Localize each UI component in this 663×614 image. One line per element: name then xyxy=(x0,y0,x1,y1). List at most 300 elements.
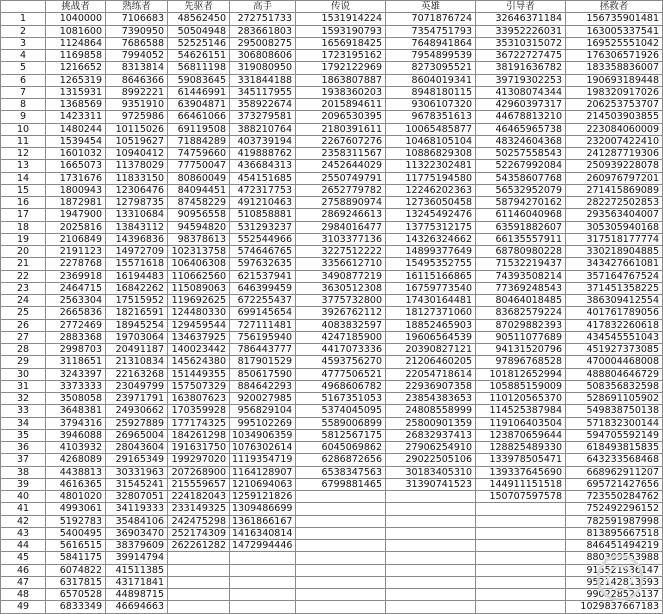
table-cell[interactable]: 1423311 xyxy=(46,111,106,123)
table-cell[interactable] xyxy=(296,564,386,576)
table-cell[interactable]: 271415869089 xyxy=(566,184,663,196)
table-cell[interactable]: 2998703 xyxy=(46,344,106,356)
table-cell[interactable]: 345117955 xyxy=(230,86,296,98)
row-number-cell[interactable]: 2 xyxy=(1,25,46,37)
table-cell[interactable]: 133978505471 xyxy=(476,454,566,466)
table-cell[interactable]: 94594820 xyxy=(168,221,230,233)
table-cell[interactable]: 4247185900 xyxy=(296,331,386,343)
table-cell[interactable] xyxy=(230,576,296,588)
row-number-cell[interactable]: 22 xyxy=(1,270,46,282)
table-cell[interactable]: 11833150 xyxy=(106,172,168,184)
table-cell[interactable] xyxy=(296,515,386,527)
table-cell[interactable] xyxy=(296,527,386,539)
table-cell[interactable]: 4417073336 xyxy=(296,344,386,356)
table-cell[interactable]: 7954899539 xyxy=(386,50,476,62)
table-cell[interactable]: 884642293 xyxy=(230,380,296,392)
row-number-cell[interactable]: 14 xyxy=(1,172,46,184)
table-cell[interactable]: 10065485877 xyxy=(386,123,476,135)
row-number-cell[interactable]: 40 xyxy=(1,491,46,503)
table-cell[interactable]: 508356832598 xyxy=(566,380,663,392)
table-cell[interactable] xyxy=(476,552,566,564)
table-cell[interactable]: 123870659644 xyxy=(476,429,566,441)
table-cell[interactable]: 84094451 xyxy=(168,184,230,196)
table-cell[interactable]: 38379609 xyxy=(106,540,168,552)
table-cell[interactable]: 52267992084 xyxy=(476,160,566,172)
table-cell[interactable]: 16759773540 xyxy=(386,282,476,294)
table-cell[interactable]: 2278768 xyxy=(46,258,106,270)
table-cell[interactable]: 5616515 xyxy=(46,540,106,552)
table-cell[interactable]: 71532219437 xyxy=(476,258,566,270)
row-number-cell[interactable]: 34 xyxy=(1,417,46,429)
table-cell[interactable]: 6570528 xyxy=(46,589,106,601)
table-cell[interactable]: 2358311567 xyxy=(296,148,386,160)
table-cell[interactable]: 176306571926 xyxy=(566,50,663,62)
table-cell[interactable]: 3926762112 xyxy=(296,307,386,319)
table-cell[interactable]: 3630512308 xyxy=(296,282,386,294)
table-cell[interactable]: 1480244 xyxy=(46,123,106,135)
table-cell[interactable]: 2665836 xyxy=(46,307,106,319)
row-number-cell[interactable]: 24 xyxy=(1,295,46,307)
table-cell[interactable]: 472317753 xyxy=(230,184,296,196)
table-cell[interactable]: 44898715 xyxy=(106,589,168,601)
table-cell[interactable]: 139337645690 xyxy=(476,466,566,478)
table-cell[interactable]: 150707597578 xyxy=(476,491,566,503)
table-cell[interactable]: 1416340814 xyxy=(230,527,296,539)
table-cell[interactable] xyxy=(476,515,566,527)
table-cell[interactable]: 643233568468 xyxy=(566,454,663,466)
table-cell[interactable]: 3118651 xyxy=(46,356,106,368)
table-cell[interactable]: 1164128907 xyxy=(230,466,296,478)
table-cell[interactable]: 330218904885 xyxy=(566,246,663,258)
row-number-cell[interactable]: 37 xyxy=(1,454,46,466)
table-cell[interactable]: 177174325 xyxy=(168,417,230,429)
table-cell[interactable]: 16842262 xyxy=(106,282,168,294)
table-cell[interactable]: 1593190793 xyxy=(296,25,386,37)
table-cell[interactable]: 157507329 xyxy=(168,380,230,392)
table-cell[interactable]: 6286872656 xyxy=(296,454,386,466)
table-cell[interactable]: 2369918 xyxy=(46,270,106,282)
table-cell[interactable]: 48324604368 xyxy=(476,135,566,147)
row-number-cell[interactable]: 26 xyxy=(1,319,46,331)
table-cell[interactable] xyxy=(386,540,476,552)
table-cell[interactable] xyxy=(168,589,230,601)
table-cell[interactable] xyxy=(476,503,566,515)
row-number-cell[interactable]: 13 xyxy=(1,160,46,172)
row-number-cell[interactable]: 5 xyxy=(1,62,46,74)
table-cell[interactable]: 12246202363 xyxy=(386,184,476,196)
table-cell[interactable]: 156735901481 xyxy=(566,13,663,25)
table-cell[interactable]: 24808558999 xyxy=(386,405,476,417)
table-cell[interactable]: 163807623 xyxy=(168,393,230,405)
table-cell[interactable] xyxy=(230,564,296,576)
table-cell[interactable]: 956829104 xyxy=(230,405,296,417)
table-cell[interactable]: 4083832597 xyxy=(296,319,386,331)
table-cell[interactable]: 14326324662 xyxy=(386,233,476,245)
table-cell[interactable]: 21310834 xyxy=(106,356,168,368)
table-cell[interactable]: 319080950 xyxy=(230,62,296,74)
table-cell[interactable]: 1040000 xyxy=(46,13,106,25)
table-cell[interactable]: 4593756270 xyxy=(296,356,386,368)
table-cell[interactable]: 3794316 xyxy=(46,417,106,429)
table-cell[interactable]: 2106849 xyxy=(46,233,106,245)
table-cell[interactable]: 2652779782 xyxy=(296,184,386,196)
table-cell[interactable]: 128825489330 xyxy=(476,442,566,454)
table-cell[interactable]: 87029882393 xyxy=(476,319,566,331)
table-cell[interactable]: 6833349 xyxy=(46,601,106,613)
table-cell[interactable]: 621537941 xyxy=(230,270,296,282)
header-cell-savior[interactable]: 拯救者 xyxy=(566,1,663,13)
table-cell[interactable]: 283661803 xyxy=(230,25,296,37)
row-number-cell[interactable]: 28 xyxy=(1,344,46,356)
table-cell[interactable]: 163005337541 xyxy=(566,25,663,37)
table-cell[interactable]: 183358836007 xyxy=(566,62,663,74)
table-cell[interactable]: 2758890974 xyxy=(296,197,386,209)
table-cell[interactable]: 1081600 xyxy=(46,25,106,37)
table-cell[interactable]: 1792122969 xyxy=(296,62,386,74)
table-cell[interactable]: 22936907358 xyxy=(386,380,476,392)
table-cell[interactable]: 8313814 xyxy=(106,62,168,74)
row-number-cell[interactable]: 27 xyxy=(1,331,46,343)
table-cell[interactable]: 293563404007 xyxy=(566,209,663,221)
table-cell[interactable]: 38191636782 xyxy=(476,62,566,74)
table-cell[interactable]: 35484106 xyxy=(106,515,168,527)
table-cell[interactable]: 43171841 xyxy=(106,576,168,588)
table-cell[interactable]: 371451358225 xyxy=(566,282,663,294)
table-cell[interactable]: 31390741523 xyxy=(386,478,476,490)
table-cell[interactable]: 1076302614 xyxy=(230,442,296,454)
table-cell[interactable]: 15495352755 xyxy=(386,258,476,270)
table-cell[interactable]: 170359928 xyxy=(168,405,230,417)
table-cell[interactable]: 2563304 xyxy=(46,295,106,307)
table-cell[interactable]: 1872981 xyxy=(46,197,106,209)
table-cell[interactable]: 69119508 xyxy=(168,123,230,135)
table-cell[interactable]: 1315931 xyxy=(46,86,106,98)
table-cell[interactable]: 5589006899 xyxy=(296,417,386,429)
table-cell[interactable]: 373279581 xyxy=(230,111,296,123)
table-cell[interactable]: 1309486699 xyxy=(230,503,296,515)
table-cell[interactable]: 3356612710 xyxy=(296,258,386,270)
row-number-cell[interactable]: 3 xyxy=(1,37,46,49)
table-cell[interactable]: 74759660 xyxy=(168,148,230,160)
table-cell[interactable]: 11775194580 xyxy=(386,172,476,184)
table-cell[interactable]: 990228526137 xyxy=(566,589,663,601)
table-cell[interactable]: 23854383653 xyxy=(386,393,476,405)
table-cell[interactable] xyxy=(230,552,296,564)
table-cell[interactable]: 28043604 xyxy=(106,442,168,454)
table-cell[interactable]: 9351910 xyxy=(106,99,168,111)
table-cell[interactable]: 419888762 xyxy=(230,148,296,160)
table-cell[interactable]: 1863807887 xyxy=(296,74,386,86)
table-cell[interactable]: 1124864 xyxy=(46,37,106,49)
table-cell[interactable]: 29022505106 xyxy=(386,454,476,466)
table-cell[interactable]: 36903470 xyxy=(106,527,168,539)
table-cell[interactable]: 14899377649 xyxy=(386,246,476,258)
table-cell[interactable]: 8273095521 xyxy=(386,62,476,74)
table-cell[interactable]: 5167351053 xyxy=(296,393,386,405)
table-cell[interactable]: 8992221 xyxy=(106,86,168,98)
table-cell[interactable]: 20491187 xyxy=(106,344,168,356)
table-cell[interactable]: 83682579224 xyxy=(476,307,566,319)
table-cell[interactable]: 756195940 xyxy=(230,331,296,343)
row-number-cell[interactable]: 21 xyxy=(1,258,46,270)
table-cell[interactable]: 3227512222 xyxy=(296,246,386,258)
table-cell[interactable]: 124480330 xyxy=(168,307,230,319)
table-cell[interactable]: 3648381 xyxy=(46,405,106,417)
table-cell[interactable]: 34119333 xyxy=(106,503,168,515)
row-number-cell[interactable]: 38 xyxy=(1,466,46,478)
table-cell[interactable]: 3946088 xyxy=(46,429,106,441)
table-cell[interactable]: 10468105104 xyxy=(386,135,476,147)
table-cell[interactable]: 14972709 xyxy=(106,246,168,258)
table-cell[interactable] xyxy=(386,589,476,601)
table-cell[interactable]: 2191123 xyxy=(46,246,106,258)
table-cell[interactable]: 343427661081 xyxy=(566,258,663,270)
table-cell[interactable]: 207268900 xyxy=(168,466,230,478)
table-cell[interactable]: 3490877219 xyxy=(296,270,386,282)
table-cell[interactable]: 46465965738 xyxy=(476,123,566,135)
row-number-cell[interactable]: 48 xyxy=(1,589,46,601)
table-cell[interactable]: 786443777 xyxy=(230,344,296,356)
row-number-cell[interactable]: 30 xyxy=(1,368,46,380)
table-cell[interactable]: 752492296152 xyxy=(566,503,663,515)
table-cell[interactable]: 252174309 xyxy=(168,527,230,539)
row-number-cell[interactable]: 29 xyxy=(1,356,46,368)
table-cell[interactable]: 105885159009 xyxy=(476,380,566,392)
table-cell[interactable]: 23971791 xyxy=(106,393,168,405)
table-cell[interactable]: 27906254910 xyxy=(386,442,476,454)
table-cell[interactable] xyxy=(386,503,476,515)
table-cell[interactable] xyxy=(476,540,566,552)
table-cell[interactable]: 151449355 xyxy=(168,368,230,380)
row-number-cell[interactable]: 4 xyxy=(1,50,46,62)
table-cell[interactable]: 22163268 xyxy=(106,368,168,380)
table-cell[interactable]: 1029837667183 xyxy=(566,601,663,613)
table-cell[interactable]: 7648941864 xyxy=(386,37,476,49)
table-cell[interactable]: 54626151 xyxy=(168,50,230,62)
table-cell[interactable]: 6045069862 xyxy=(296,442,386,454)
table-cell[interactable] xyxy=(476,576,566,588)
table-cell[interactable]: 10519627 xyxy=(106,135,168,147)
table-cell[interactable]: 1656918425 xyxy=(296,37,386,49)
table-cell[interactable]: 531293237 xyxy=(230,221,296,233)
table-cell[interactable]: 915521936147 xyxy=(566,564,663,576)
table-cell[interactable]: 87458229 xyxy=(168,197,230,209)
table-cell[interactable]: 18945254 xyxy=(106,319,168,331)
table-cell[interactable]: 232007422410 xyxy=(566,135,663,147)
row-number-cell[interactable]: 18 xyxy=(1,221,46,233)
table-cell[interactable]: 119106403504 xyxy=(476,417,566,429)
table-cell[interactable]: 2452644029 xyxy=(296,160,386,172)
table-cell[interactable]: 25927889 xyxy=(106,417,168,429)
table-cell[interactable]: 1119354719 xyxy=(230,454,296,466)
table-cell[interactable]: 71884289 xyxy=(168,135,230,147)
table-cell[interactable]: 59083645 xyxy=(168,74,230,86)
table-cell[interactable]: 2772469 xyxy=(46,319,106,331)
table-cell[interactable]: 134637925 xyxy=(168,331,230,343)
table-cell[interactable]: 98378613 xyxy=(168,233,230,245)
table-cell[interactable]: 12306476 xyxy=(106,184,168,196)
table-cell[interactable]: 4777506521 xyxy=(296,368,386,380)
table-cell[interactable]: 594705592149 xyxy=(566,429,663,441)
table-cell[interactable]: 50504948 xyxy=(168,25,230,37)
table-cell[interactable]: 77750047 xyxy=(168,160,230,172)
row-number-cell[interactable]: 35 xyxy=(1,429,46,441)
table-cell[interactable]: 25800901359 xyxy=(386,417,476,429)
table-cell[interactable]: 13843112 xyxy=(106,221,168,233)
row-number-cell[interactable]: 9 xyxy=(1,111,46,123)
table-cell[interactable]: 451927373085 xyxy=(566,344,663,356)
table-cell[interactable]: 7354751793 xyxy=(386,25,476,37)
table-cell[interactable]: 1259121826 xyxy=(230,491,296,503)
table-cell[interactable]: 80464018485 xyxy=(476,295,566,307)
row-number-cell[interactable]: 1 xyxy=(1,13,46,25)
table-cell[interactable] xyxy=(296,589,386,601)
table-cell[interactable]: 1361866167 xyxy=(230,515,296,527)
table-cell[interactable]: 20390827121 xyxy=(386,344,476,356)
table-cell[interactable]: 224182043 xyxy=(168,491,230,503)
table-cell[interactable]: 552544966 xyxy=(230,233,296,245)
table-cell[interactable]: 2984016477 xyxy=(296,221,386,233)
table-cell[interactable]: 8646366 xyxy=(106,74,168,86)
table-cell[interactable]: 61146040968 xyxy=(476,209,566,221)
table-cell[interactable]: 5192783 xyxy=(46,515,106,527)
table-cell[interactable]: 214503903855 xyxy=(566,111,663,123)
table-cell[interactable]: 94131520796 xyxy=(476,344,566,356)
table-cell[interactable]: 2869246613 xyxy=(296,209,386,221)
table-cell[interactable]: 61446991 xyxy=(168,86,230,98)
table-cell[interactable]: 184261298 xyxy=(168,429,230,441)
table-cell[interactable]: 102313758 xyxy=(168,246,230,258)
table-cell[interactable]: 7106683 xyxy=(106,13,168,25)
table-cell[interactable] xyxy=(296,540,386,552)
table-cell[interactable]: 22054718614 xyxy=(386,368,476,380)
table-cell[interactable]: 250939228078 xyxy=(566,160,663,172)
table-cell[interactable]: 63591882607 xyxy=(476,221,566,233)
table-cell[interactable]: 388210764 xyxy=(230,123,296,135)
table-cell[interactable]: 528691105902 xyxy=(566,393,663,405)
table-cell[interactable]: 10940412 xyxy=(106,148,168,160)
table-cell[interactable]: 995102269 xyxy=(230,417,296,429)
table-cell[interactable]: 3243397 xyxy=(46,368,106,380)
table-cell[interactable]: 4801020 xyxy=(46,491,106,503)
table-cell[interactable]: 952142813593 xyxy=(566,576,663,588)
table-cell[interactable]: 3508058 xyxy=(46,393,106,405)
table-cell[interactable]: 41511385 xyxy=(106,564,168,576)
table-cell[interactable]: 39914794 xyxy=(106,552,168,564)
table-cell[interactable]: 3373333 xyxy=(46,380,106,392)
table-cell[interactable]: 110120565370 xyxy=(476,393,566,405)
table-cell[interactable]: 115089063 xyxy=(168,282,230,294)
table-cell[interactable]: 17430164481 xyxy=(386,295,476,307)
table-cell[interactable]: 12798735 xyxy=(106,197,168,209)
table-cell[interactable]: 7071876724 xyxy=(386,13,476,25)
row-number-cell[interactable]: 15 xyxy=(1,184,46,196)
table-cell[interactable]: 817901529 xyxy=(230,356,296,368)
table-cell[interactable] xyxy=(386,515,476,527)
table-cell[interactable]: 723550284762 xyxy=(566,491,663,503)
table-cell[interactable]: 813895667518 xyxy=(566,527,663,539)
table-cell[interactable]: 2180391611 xyxy=(296,123,386,135)
row-number-cell[interactable]: 7 xyxy=(1,86,46,98)
table-cell[interactable]: 1368569 xyxy=(46,99,106,111)
row-number-cell[interactable]: 44 xyxy=(1,540,46,552)
table-cell[interactable]: 920027985 xyxy=(230,393,296,405)
table-cell[interactable] xyxy=(296,576,386,588)
table-cell[interactable]: 549838750138 xyxy=(566,405,663,417)
table-cell[interactable]: 4438813 xyxy=(46,466,106,478)
table-cell[interactable]: 11322302481 xyxy=(386,160,476,172)
table-cell[interactable]: 7686588 xyxy=(106,37,168,49)
table-cell[interactable]: 668962911207 xyxy=(566,466,663,478)
table-cell[interactable]: 145624380 xyxy=(168,356,230,368)
row-number-cell[interactable]: 6 xyxy=(1,74,46,86)
table-cell[interactable] xyxy=(296,503,386,515)
table-cell[interactable]: 1800943 xyxy=(46,184,106,196)
table-cell[interactable]: 9306107320 xyxy=(386,99,476,111)
row-number-cell[interactable]: 23 xyxy=(1,282,46,294)
table-cell[interactable]: 306808606 xyxy=(230,50,296,62)
table-cell[interactable]: 282272502853 xyxy=(566,197,663,209)
header-cell-hero[interactable]: 英雄 xyxy=(386,1,476,13)
table-cell[interactable]: 198320917026 xyxy=(566,86,663,98)
table-cell[interactable]: 32807051 xyxy=(106,491,168,503)
header-cell-guide[interactable]: 引导者 xyxy=(476,1,566,13)
table-cell[interactable]: 63904871 xyxy=(168,99,230,111)
header-cell-legend[interactable]: 传说 xyxy=(296,1,386,13)
table-cell[interactable]: 18852465903 xyxy=(386,319,476,331)
table-cell[interactable] xyxy=(386,552,476,564)
table-cell[interactable]: 618493815835 xyxy=(566,442,663,454)
table-cell[interactable]: 11378029 xyxy=(106,160,168,172)
table-cell[interactable]: 2015894611 xyxy=(296,99,386,111)
header-cell-master[interactable]: 高手 xyxy=(230,1,296,13)
table-cell[interactable]: 357164767524 xyxy=(566,270,663,282)
table-cell[interactable] xyxy=(168,564,230,576)
table-cell[interactable] xyxy=(168,576,230,588)
table-cell[interactable]: 68780980228 xyxy=(476,246,566,258)
header-cell-index[interactable] xyxy=(1,1,46,13)
table-cell[interactable]: 48562450 xyxy=(168,13,230,25)
table-cell[interactable]: 74393508214 xyxy=(476,270,566,282)
table-cell[interactable]: 90511077689 xyxy=(476,331,566,343)
table-cell[interactable]: 8948180115 xyxy=(386,86,476,98)
table-cell[interactable]: 1539454 xyxy=(46,135,106,147)
table-cell[interactable]: 32646371184 xyxy=(476,13,566,25)
table-cell[interactable]: 846451494219 xyxy=(566,540,663,552)
table-cell[interactable]: 66461066 xyxy=(168,111,230,123)
table-cell[interactable]: 29165349 xyxy=(106,454,168,466)
table-cell[interactable] xyxy=(476,589,566,601)
table-cell[interactable]: 295008275 xyxy=(230,37,296,49)
table-cell[interactable]: 191631750 xyxy=(168,442,230,454)
table-cell[interactable]: 317518177774 xyxy=(566,233,663,245)
table-cell[interactable]: 695721427656 xyxy=(566,478,663,490)
table-cell[interactable]: 597632635 xyxy=(230,258,296,270)
row-number-cell[interactable]: 43 xyxy=(1,527,46,539)
table-cell[interactable]: 30183405310 xyxy=(386,466,476,478)
table-cell[interactable]: 574646765 xyxy=(230,246,296,258)
row-number-cell[interactable]: 31 xyxy=(1,380,46,392)
table-cell[interactable]: 1169858 xyxy=(46,50,106,62)
table-cell[interactable]: 114525387984 xyxy=(476,405,566,417)
table-cell[interactable] xyxy=(476,527,566,539)
table-cell[interactable]: 1531914224 xyxy=(296,13,386,25)
row-number-cell[interactable]: 42 xyxy=(1,515,46,527)
table-cell[interactable]: 17515952 xyxy=(106,295,168,307)
table-cell[interactable]: 9678351613 xyxy=(386,111,476,123)
table-cell[interactable]: 144911151518 xyxy=(476,478,566,490)
table-cell[interactable]: 97896768528 xyxy=(476,356,566,368)
